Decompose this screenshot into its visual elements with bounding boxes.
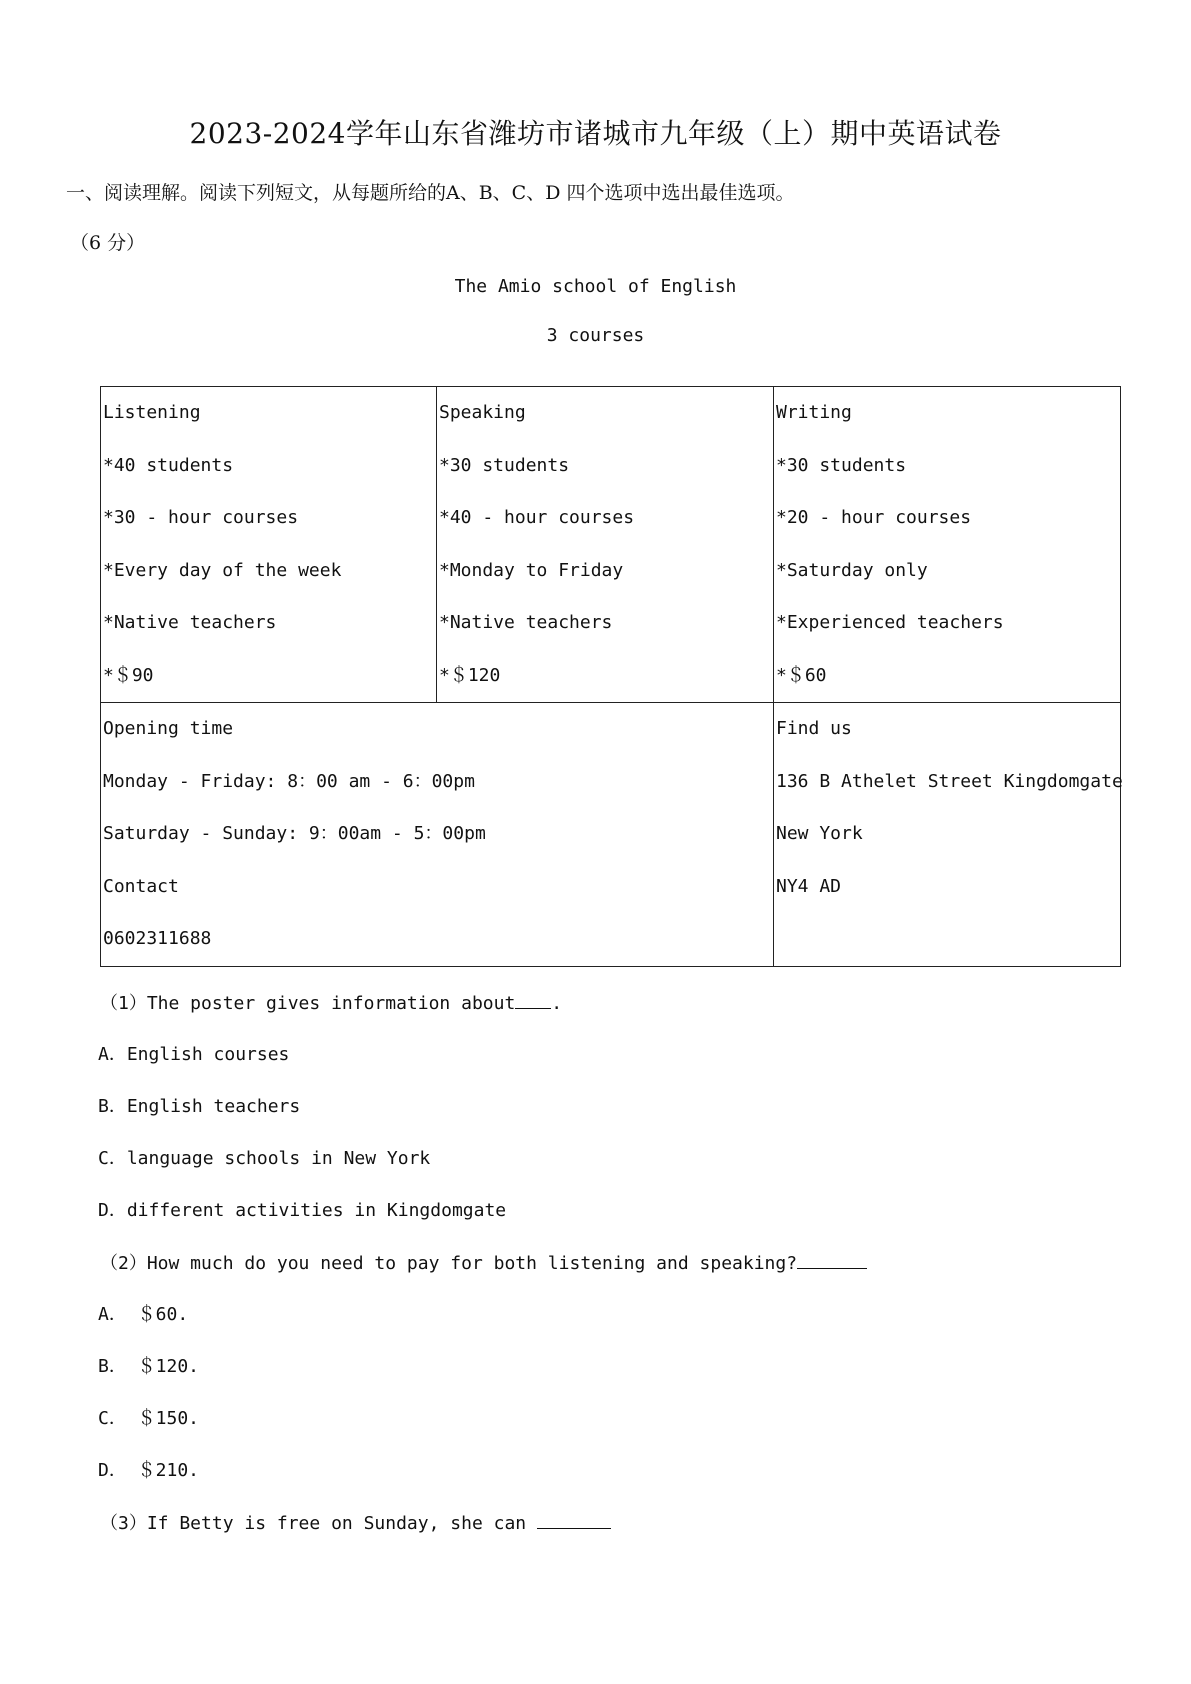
course-writing <box>774 387 1121 703</box>
poster-subtitle: 3 courses <box>546 325 645 346</box>
course-teachers: *Experienced teachers <box>776 612 1004 633</box>
find-us-label: Find us <box>776 718 852 739</box>
option-b: B． ＄120. <box>98 1356 200 1377</box>
option-c: C． ＄150. <box>98 1408 200 1429</box>
option-b: B．English teachers <box>98 1096 301 1117</box>
page-title: 2023-2024学年山东省潍坊市诸城市九年级（上）期中英语试卷 <box>189 117 1002 150</box>
course-title: Writing <box>776 402 852 423</box>
answer-blank <box>537 1508 611 1529</box>
course-teachers: *Native teachers <box>103 612 277 633</box>
course-days: *Monday to Friday <box>439 559 624 581</box>
section-heading: 一、阅读理解。阅读下列短文，从每题所给的A、B、C、D 四个选项中选出最佳选项。 <box>66 182 795 204</box>
question-2 <box>100 1248 867 1275</box>
course-listening <box>101 387 437 703</box>
question-stem: （2）How much do you need to pay for both listening and speaking? <box>100 1253 798 1274</box>
address-street: 136 B Athelet Street Kingdomgate <box>776 770 1123 792</box>
weekday-hours: Monday - Friday: 8：00 am - 6：00pm <box>103 770 475 792</box>
address-postcode: NY4 AD <box>776 875 842 897</box>
option-d: D． ＄210. <box>98 1460 200 1481</box>
course-teachers: *Native teachers <box>439 612 613 633</box>
weekend-hours: Saturday - Sunday: 9：00am - 5：00pm <box>103 823 486 844</box>
course-table <box>100 386 1121 967</box>
course-students: *30 students <box>439 454 570 476</box>
contact-label: Contact <box>103 875 179 897</box>
course-hours: *40 - hour courses <box>439 507 635 528</box>
course-days: *Every day of the week <box>103 559 342 581</box>
section-score: （6 分） <box>70 232 146 254</box>
course-price: *＄120 <box>439 664 501 686</box>
answer-blank <box>515 988 551 1009</box>
question-3 <box>100 1508 611 1535</box>
address-city: New York <box>776 823 863 844</box>
course-row <box>101 387 1121 703</box>
answer-blank <box>797 1248 867 1269</box>
contact-phone: 0602311688 <box>103 928 212 949</box>
option-c: C．language schools in New York <box>98 1148 431 1169</box>
course-title: Listening <box>103 402 201 423</box>
question-stem: （3）If Betty is free on Sunday, she can <box>100 1513 527 1534</box>
course-students: *40 students <box>103 454 234 476</box>
cell-padding <box>774 913 1120 937</box>
address-cell <box>774 703 1121 967</box>
option-d: D．different activities in Kingdomgate <box>98 1200 507 1221</box>
opening-time-label: Opening time <box>103 718 234 739</box>
course-students: *30 students <box>776 454 907 476</box>
option-a: A． ＄60. <box>98 1304 189 1325</box>
opening-contact-cell <box>101 703 774 967</box>
course-price: *＄90 <box>103 664 154 686</box>
question-1 <box>100 988 562 1015</box>
poster-name: The Amio school of English <box>454 276 737 297</box>
course-hours: *20 - hour courses <box>776 507 972 528</box>
course-price: *＄60 <box>776 664 827 686</box>
course-title: Speaking <box>439 402 526 423</box>
question-stem: （1）The poster gives information about <box>100 993 516 1014</box>
option-a: A．English courses <box>98 1044 290 1065</box>
course-hours: *30 - hour courses <box>103 507 299 528</box>
course-days: *Saturday only <box>776 559 928 581</box>
question-end: . <box>551 993 563 1014</box>
info-row <box>101 703 1121 967</box>
course-speaking <box>437 387 774 703</box>
